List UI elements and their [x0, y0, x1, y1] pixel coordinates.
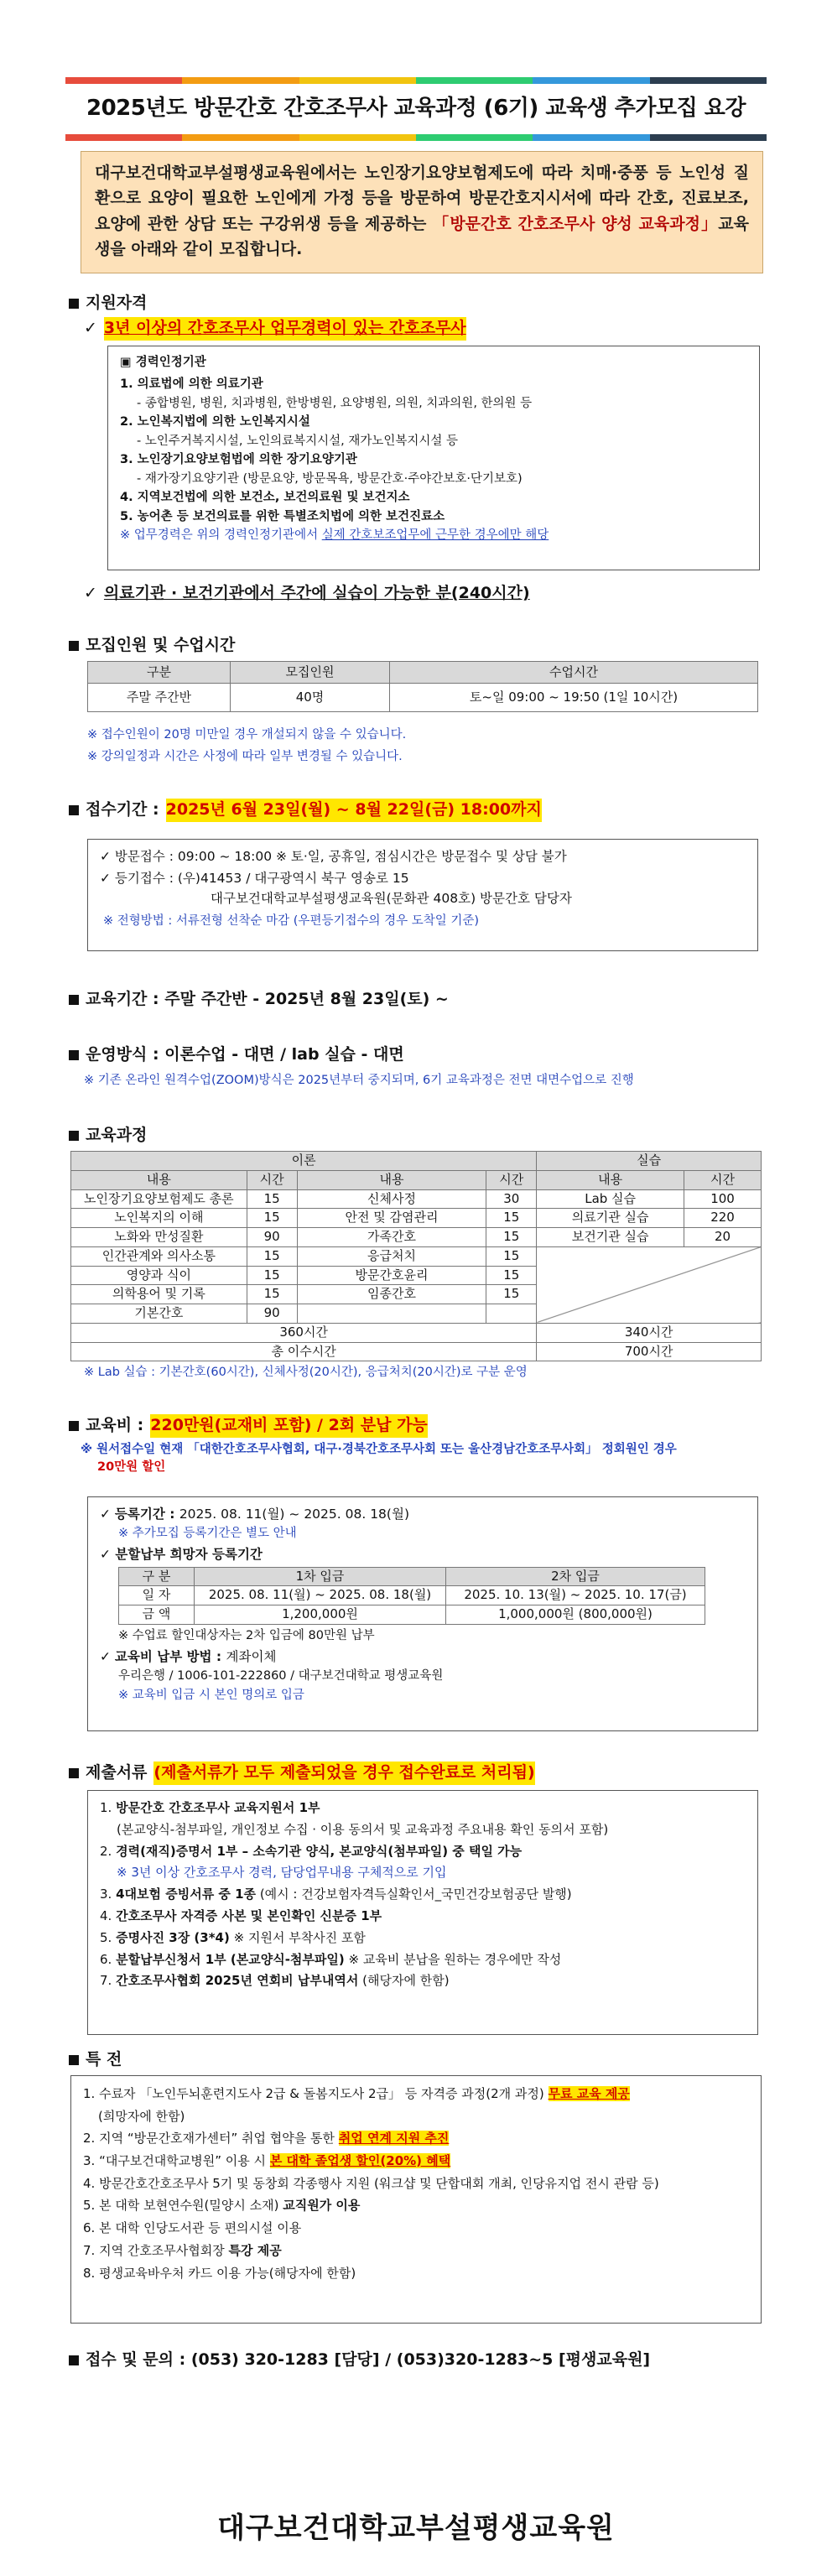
square-bullet-icon — [69, 805, 79, 815]
benefit-text: 7. 지역 간호조무사협회장 — [83, 2242, 229, 2258]
table-header: 모집인원 — [231, 662, 390, 684]
table-cell: 700시간 — [537, 1342, 762, 1361]
check-icon: ✓ — [84, 584, 97, 602]
table-cell: 2025. 08. 11(월) ~ 2025. 08. 18(월) — [195, 1586, 446, 1605]
document-num: 7. — [100, 1973, 112, 1989]
checkbox-square-icon: ▣ — [120, 356, 132, 369]
fee-pay-note: ※ 교육비 입금 시 본인 명의로 입금 — [118, 1688, 304, 1702]
table-cell: 100 — [684, 1189, 762, 1209]
square-bullet-icon — [69, 1131, 79, 1141]
document-item — [100, 1798, 746, 1819]
color-segment — [650, 77, 767, 84]
document-item — [100, 1819, 746, 1841]
table-cell: 340시간 — [537, 1323, 762, 1342]
benefit-text: 8. 평생교육바우처 카드 이용 가능(해당자에 한함) — [83, 2265, 356, 2281]
benefit-text: 5. 본 대학 보현연수원(밀양시 소재) — [83, 2198, 283, 2214]
section-fee: 교육비 : 220만원(교재비 포함) / 2회 분납 가능 — [69, 1414, 428, 1438]
table-cell: 노인복지의 이해 — [71, 1209, 247, 1228]
document-bold: 방문간호 간호조무사 교육지원서 1부 — [116, 1800, 320, 1815]
square-bullet-icon — [69, 995, 79, 1005]
square-bullet-icon — [69, 1768, 79, 1778]
qualification-item-2: ✓ 의료기관 · 보건기관에서 주간에 실습이 가능한 분(240시간) — [84, 582, 530, 606]
document-bold: 4대보험 증빙서류 중 1종 — [116, 1886, 257, 1902]
benefit-item — [83, 2240, 749, 2262]
color-segment — [299, 134, 416, 141]
table-row — [71, 1246, 762, 1266]
check-icon: ✓ — [84, 319, 97, 337]
section-period: 교육기간 : 주말 주간반 - 2025년 8월 23일(토) ~ — [69, 988, 449, 1012]
document-num: 1. — [100, 1800, 112, 1815]
document-item — [100, 1862, 746, 1884]
table-cell: 40명 — [231, 684, 390, 712]
table-cell: 15 — [486, 1228, 537, 1247]
benefit-bold: 특강 제공 — [228, 2242, 282, 2258]
table-cell: 90 — [247, 1304, 297, 1324]
color-segment — [182, 134, 299, 141]
color-segment — [182, 77, 299, 84]
table-cell-diagonal — [537, 1246, 762, 1323]
document-item — [100, 1841, 746, 1863]
table-header: 실습 — [537, 1152, 762, 1171]
table-cell: 15 — [486, 1209, 537, 1228]
fee-split-label: ✓ 분할납부 희망자 등록기간 — [100, 1547, 263, 1563]
institution-detail: - 재가장기요양기관 (방문요양, 방문목욕, 방문간호·주야간보호·단기보호) — [137, 471, 523, 486]
document-num: 6. — [100, 1951, 112, 1967]
section-heading: 지원자격 — [86, 294, 148, 312]
document-bold: 간호조무사협회 2025년 연회비 납부내역서 — [116, 1973, 359, 1989]
color-segment — [65, 134, 182, 141]
document-rest: (예시 : 건강보험자격득실확인서_국민건강보험공단 발행) — [256, 1886, 572, 1902]
table-header: 시간 — [486, 1170, 537, 1189]
table-cell: 금 액 — [119, 1605, 195, 1625]
document-rest: ※ 3년 이상 간호조무사 경력, 담당업무내용 구체적으로 기입 — [117, 1865, 447, 1881]
table-cell: 토~일 09:00 ~ 19:50 (1일 10시간) — [390, 684, 758, 712]
fee-bank: 우리은행 / 1006-101-222860 / 대구보건대학교 평생교육원 — [118, 1669, 444, 1684]
color-segment — [650, 134, 767, 141]
curriculum-note: ※ Lab 실습 : 기본간호(60시간), 신체사정(20시간), 응급처치(20시간)로 구분 운영 — [84, 1366, 528, 1379]
benefit-text: 6. 본 대학 인당도서관 등 편의시설 이용 — [83, 2220, 302, 2236]
document-bold: 경력(재직)증명서 1부 – 소속기관 양식, 본교양식(첨부파일) 중 택일 가능 — [116, 1843, 523, 1859]
table-cell: 15 — [247, 1209, 297, 1228]
table-cell: 30 — [486, 1189, 537, 1209]
institution-box — [107, 346, 760, 570]
institution-title: 4. 지역보건법에 의한 보건소, 보건의료원 및 보건지소 — [120, 491, 410, 505]
table-header: 시간 — [684, 1170, 762, 1189]
section-recruit: 모집인원 및 수업시간 — [69, 634, 235, 658]
institution-note: ※ 업무경력은 위의 경력인정기관에서 실제 간호보조업무에 근무한 경우에만 해당 — [120, 528, 549, 543]
square-bullet-icon — [69, 1421, 79, 1431]
table-cell: 20 — [684, 1228, 762, 1247]
table-row — [71, 1189, 762, 1209]
institution-detail: - 종합병원, 병원, 치과병원, 한방병원, 요양병원, 의원, 치과의원, 한의원 등 — [137, 396, 533, 410]
table-cell: 기본간호 — [71, 1304, 247, 1324]
section-documents: 제출서류 (제출서류가 모두 제출되었을 경우 접수완료로 처리됨) — [69, 1762, 535, 1785]
benefit-item — [83, 2217, 749, 2240]
institution-list — [120, 375, 747, 526]
table-header: 내용 — [297, 1170, 486, 1189]
document-item — [100, 1928, 746, 1949]
document-item — [100, 1949, 746, 1971]
footer-institution: 대구보건대학교부설평생교육원 — [217, 2511, 615, 2545]
benefit-highlight: 무료 교육 제공 — [548, 2086, 630, 2101]
benefit-highlight: 취업 연계 지원 추진 — [338, 2131, 450, 2147]
institution-title: 3. 노인장기요양보험법에 의한 장기요양기관 — [120, 453, 357, 467]
square-bullet-icon — [69, 2055, 79, 2065]
color-segment — [416, 77, 533, 84]
fee-payment: ✓ 교육비 납부 방법 : 계좌이체 — [100, 1649, 277, 1665]
fee-split-note: ※ 수업료 할인대상자는 2차 입금에 80만원 납부 — [118, 1628, 375, 1642]
table-cell: Lab 실습 — [537, 1189, 684, 1209]
section-application: 접수기간 : 2025년 6월 23일(월) ~ 8월 22일(금) 18:00까지 — [69, 799, 542, 822]
fee-reg-note: ※ 추가모집 등록기간은 별도 안내 — [118, 1527, 297, 1541]
benefit-item — [83, 2083, 749, 2105]
curriculum-table — [70, 1151, 762, 1361]
table-cell: 15 — [486, 1285, 537, 1304]
benefit-text: 4. 방문간호간호조무사 5기 및 동창회 각종행사 지원 (워크샵 및 단합대회 개최, 인당유지업 전시 관람 등) — [83, 2175, 659, 2191]
color-segment — [299, 77, 416, 84]
table-cell: 의료기관 실습 — [537, 1209, 684, 1228]
document-item — [100, 1906, 746, 1928]
table-cell: 360시간 — [71, 1323, 537, 1342]
table-cell: 1,200,000원 — [195, 1605, 446, 1625]
square-bullet-icon — [69, 1050, 79, 1060]
square-bullet-icon — [69, 2355, 79, 2365]
application-visit: ✓ 방문접수 : 09:00 ~ 18:00 ※ 토·일, 공휴일, 점심시간은 방문접수 및 상담 불가 — [100, 849, 567, 864]
document-num: 4. — [100, 1907, 112, 1923]
section-qualification — [69, 292, 147, 315]
benefit-highlight: 본 대학 졸업생 할인(20%) 혜택 — [269, 2153, 451, 2169]
method-note: ※ 기존 온라인 원격수업(ZOOM)방식은 2025년부터 중지되며, 6기 교육과정은 전면 대면수업으로 진행 — [84, 1074, 634, 1087]
table-cell: 15 — [486, 1266, 537, 1285]
table-cell: 인간관계와 의사소통 — [71, 1246, 247, 1266]
table-cell: 총 이수시간 — [71, 1342, 537, 1361]
table-cell: 보건기관 실습 — [537, 1228, 684, 1247]
table-cell: 의학용어 및 기록 — [71, 1285, 247, 1304]
benefit-item — [83, 2127, 749, 2150]
square-bullet-icon — [69, 641, 79, 651]
table-cell: 방문간호윤리 — [297, 1266, 486, 1285]
benefit-text: 3. “대구보건대학교병원” 이용 시 — [83, 2153, 270, 2169]
section-benefits: 특 전 — [69, 2048, 122, 2072]
table-cell: 1,000,000원 (800,000원) — [446, 1605, 705, 1625]
page-title: 2025년도 방문간호 간호조무사 교육과정 (6기) 교육생 추가모집 요강 — [86, 96, 746, 122]
institution-title: 1. 의료법에 의한 의료기관 — [120, 377, 263, 392]
table-header: 이론 — [71, 1152, 537, 1171]
benefit-item — [83, 2105, 749, 2128]
table-cell-empty — [486, 1304, 537, 1324]
table-header: 구 분 — [119, 1567, 195, 1586]
table-row — [71, 1209, 762, 1228]
table-cell-empty — [297, 1304, 486, 1324]
table-cell: 15 — [247, 1246, 297, 1266]
table-header: 1차 입금 — [195, 1567, 446, 1586]
top-color-bar — [65, 77, 767, 84]
document-num: 2. — [100, 1843, 112, 1859]
document-num: 3. — [100, 1886, 112, 1902]
benefit-bold: 교직원가 이용 — [283, 2198, 361, 2214]
table-cell: 일 자 — [119, 1586, 195, 1605]
square-bullet-icon — [69, 299, 79, 309]
table-cell: 안전 및 감염관리 — [297, 1209, 486, 1228]
table-cell: 주말 주간반 — [88, 684, 231, 712]
benefit-item — [83, 2262, 749, 2285]
recruit-note-1: ※ 접수인원이 20명 미만일 경우 개설되지 않을 수 있습니다. — [87, 728, 407, 742]
table-row — [71, 1228, 762, 1247]
benefit-item — [83, 2150, 749, 2173]
intro-box — [81, 151, 763, 273]
institution-box-title: ▣ 경력인정기관 — [120, 356, 206, 369]
recruit-table — [87, 661, 758, 712]
document-rest: (해당자에 한함) — [358, 1973, 450, 1989]
qualification-item-1: ✓ 3년 이상의 간호조무사 업무경력이 있는 간호조무사 — [84, 317, 466, 341]
benefits-box — [70, 2075, 762, 2324]
section-method: 운영방식 : 이론수업 - 대면 / lab 실습 - 대면 — [69, 1043, 404, 1067]
recruit-note-2: ※ 강의일정과 시간은 사정에 따라 일부 변경될 수 있습니다. — [87, 750, 403, 763]
table-cell: 영양과 식이 — [71, 1266, 247, 1285]
application-mail-2: 대구보건대학교부설평생교육원(문화관 408호) 방문간호 담당자 — [211, 891, 572, 907]
document-rest: ※ 교육비 분납을 원하는 경우에만 작성 — [344, 1951, 562, 1967]
benefit-text: 1. 수료자 「노인두뇌훈련지도사 2급 & 돌봄지도사 2급」 등 자격증 과정(2개 과정) — [83, 2086, 549, 2101]
table-cell: 15 — [247, 1189, 297, 1209]
table-header: 내용 — [71, 1170, 247, 1189]
table-cell: 신체사정 — [297, 1189, 486, 1209]
table-header: 내용 — [537, 1170, 684, 1189]
document-num: 5. — [100, 1929, 112, 1945]
table-cell: 노화와 만성질환 — [71, 1228, 247, 1247]
document-bold: 분할납부신청서 1부 (본교양식-첨부파일) — [116, 1951, 345, 1967]
bottom-color-bar — [65, 134, 767, 141]
document-bold: 간호조무사 자격증 사본 및 본인확인 신분증 1부 — [116, 1907, 382, 1923]
table-cell: 응급처치 — [297, 1246, 486, 1266]
document-rest: (본교양식-첨부파일, 개인정보 수집 · 이용 동의서 및 교육과정 주요내용 확인 동의서 포함) — [117, 1821, 609, 1837]
split-table — [118, 1567, 705, 1625]
document-rest: ※ 지원서 부착사진 포함 — [229, 1929, 366, 1945]
table-cell: 15 — [486, 1246, 537, 1266]
application-box — [87, 839, 758, 951]
color-segment — [533, 77, 649, 84]
table-row — [119, 1605, 705, 1625]
intro-highlight: 「방문간호 간호조무사 양성 교육과정」 — [433, 214, 719, 233]
documents-list — [100, 1798, 746, 1992]
table-cell: 2025. 10. 13(월) ~ 2025. 10. 17(금) — [446, 1586, 705, 1605]
benefit-item — [83, 2173, 749, 2195]
intro-text-1: 대구보건대학교부설평생교육원에서는 노인장기요양보험제도에 따라 치매·중풍 등 노인성 질환으로 요양이 필요한 노인에게 가정 등을 방문하여 방문간호지시서에 따라 간호, 진료보조, 요양에 관한 상담 또는 구강위생 등을 제공하는 — [95, 164, 749, 233]
color-segment — [416, 134, 533, 141]
table-cell: 가족간호 — [297, 1228, 486, 1247]
benefit-text: 2. 지역 “방문간호재가센터” 취업 협약을 통한 — [83, 2131, 339, 2147]
color-segment — [533, 134, 649, 141]
application-note: ※ 전형방법 : 서류전형 선착순 마감 (우편등기접수의 경우 도착일 기준) — [103, 914, 480, 929]
table-header: 2차 입금 — [446, 1567, 705, 1586]
table-cell: 노인장기요양보험제도 총론 — [71, 1189, 247, 1209]
fee-box — [87, 1496, 758, 1731]
table-header: 구분 — [88, 662, 231, 684]
section-contact: 접수 및 문의 : (053) 320-1283 [담당] / (053)320-1283~5 [평생교육원] — [69, 2349, 650, 2372]
fee-note: ※ 원서접수일 현재 「대한간호조무사협회, 대구·경북간호조무사회 또는 울산경남간호조무사회」 정회원인 경우 20만원 할인 — [81, 1443, 677, 1475]
table-cell: 임종간호 — [297, 1285, 486, 1304]
benefits-list — [83, 2083, 749, 2284]
benefit-item — [83, 2194, 749, 2217]
table-header: 시간 — [247, 1170, 297, 1189]
table-cell: 90 — [247, 1228, 297, 1247]
section-curriculum: 교육과정 — [69, 1124, 147, 1147]
documents-box — [87, 1790, 758, 2035]
intro-text-2: 교육생을 아래와 같이 모집합니다. — [95, 214, 750, 259]
table-cell: 15 — [247, 1285, 297, 1304]
institution-title: 5. 농어촌 등 보건의료를 위한 특별조치법에 의한 보건진료소 — [120, 509, 445, 523]
benefit-text: (희망자에 한함) — [98, 2108, 185, 2124]
table-cell: 15 — [247, 1266, 297, 1285]
institution-detail: - 노인주거복지시설, 노인의료복지시설, 재가노인복지시설 등 — [137, 434, 459, 448]
institution-title: 2. 노인복지법에 의한 노인복지시설 — [120, 415, 310, 429]
application-mail: ✓ 등기접수 : (우)41453 / 대구광역시 북구 영송로 15 — [100, 871, 409, 887]
table-row — [119, 1586, 705, 1605]
document-item — [100, 1970, 746, 1992]
document-item — [100, 1884, 746, 1906]
document-bold: 증명사진 3장 (3*4) — [116, 1929, 230, 1945]
fee-registration: ✓ 등록기간 : 2025. 08. 11(월) ~ 2025. 08. 18(월) — [100, 1507, 409, 1522]
table-cell: 220 — [684, 1209, 762, 1228]
table-header: 수업시간 — [390, 662, 758, 684]
color-segment — [65, 77, 182, 84]
